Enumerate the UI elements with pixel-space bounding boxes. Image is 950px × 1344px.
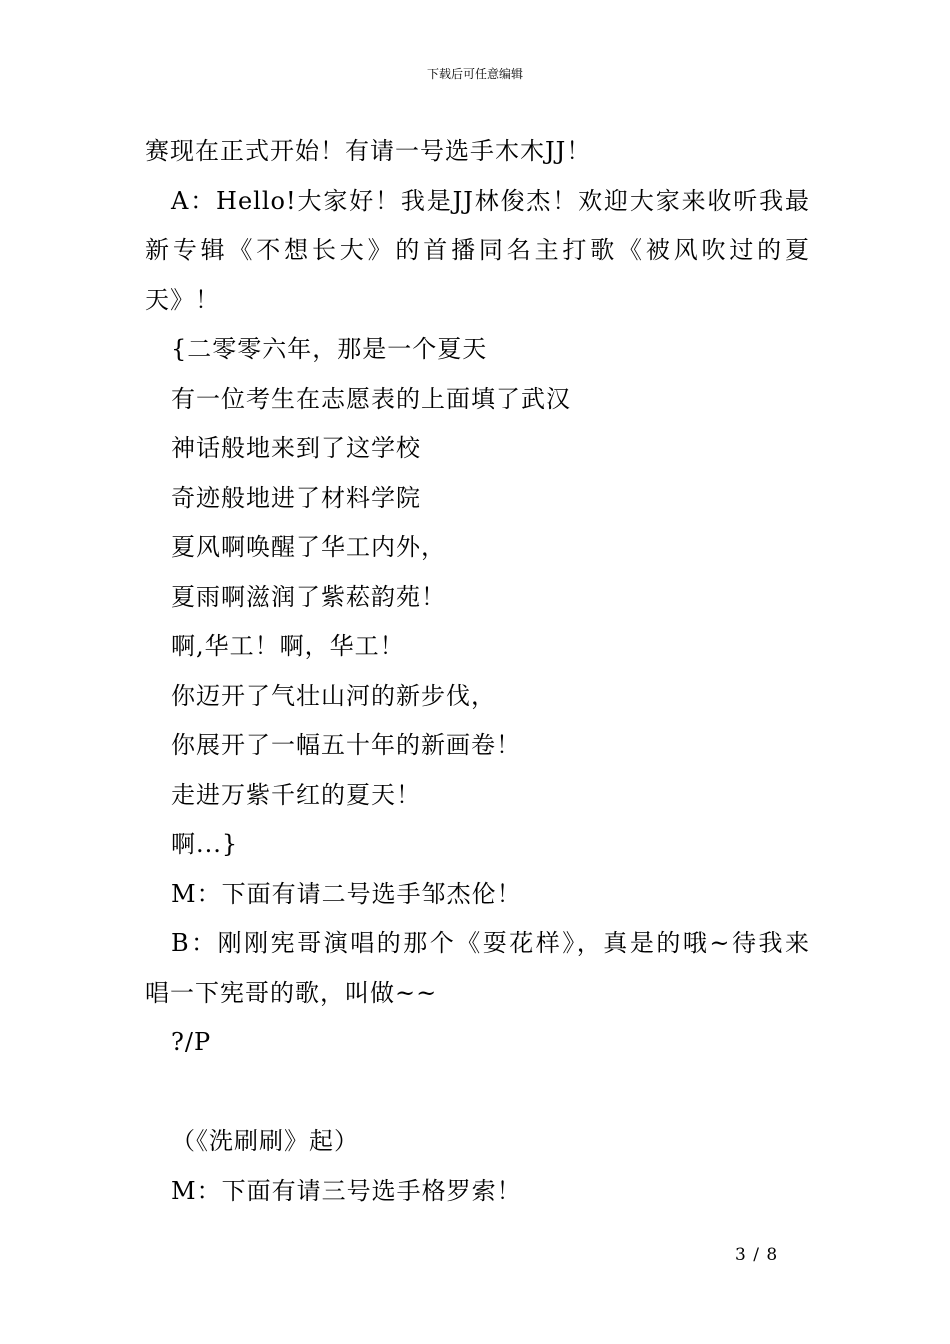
text-line: 你迈开了气壮山河的新步伐，	[171, 681, 496, 710]
text-line: M：下面有请三号选手格罗索！	[171, 1176, 522, 1205]
text-line: A：Hello!大家好！我是JJ林俊杰！欢迎大家来收听我最	[171, 186, 810, 215]
text-line: M：下面有请二号选手邹杰伦！	[171, 879, 522, 908]
text-line: 奇迹般地进了材料学院	[171, 483, 421, 512]
text-line: {二零零六年，那是一个夏天	[171, 335, 488, 363]
document-body	[145, 127, 810, 1216]
text-line: 天》！	[145, 285, 220, 314]
text-line: 有一位考生在志愿表的上面填了武汉	[171, 384, 571, 413]
text-line: 唱一下宪哥的歌，叫做~~	[145, 978, 438, 1007]
text-line: 走进万紫千红的夏天！	[171, 780, 421, 809]
text-line: 赛现在正式开始！有请一号选手木木JJ！	[145, 137, 592, 165]
blank-line	[145, 1068, 810, 1118]
text-line: 神话般地来到了这学校	[171, 434, 421, 462]
text-line: 你展开了一幅五十年的新画卷！	[171, 731, 521, 759]
text-line: 啊...}	[171, 830, 239, 858]
text-line: 啊,华工！啊，华工！	[171, 632, 405, 660]
text-line: 夏雨啊滋润了紫菘韵苑！	[171, 582, 446, 611]
text-line: ?/P	[171, 1028, 212, 1056]
text-line: 新专辑《不想长大》的首播同名主打歌《被风吹过的夏	[145, 236, 810, 264]
text-line: 夏风啊唤醒了华工内外，	[171, 533, 446, 561]
text-line: B：刚刚宪哥演唱的那个《耍花样》，真是的哦~待我来	[171, 929, 810, 957]
page-header: 下载后可任意编辑	[426, 67, 523, 81]
page-number: 3 / 8	[735, 1245, 779, 1265]
text-line: （《洗刷刷》起）	[171, 1127, 359, 1155]
